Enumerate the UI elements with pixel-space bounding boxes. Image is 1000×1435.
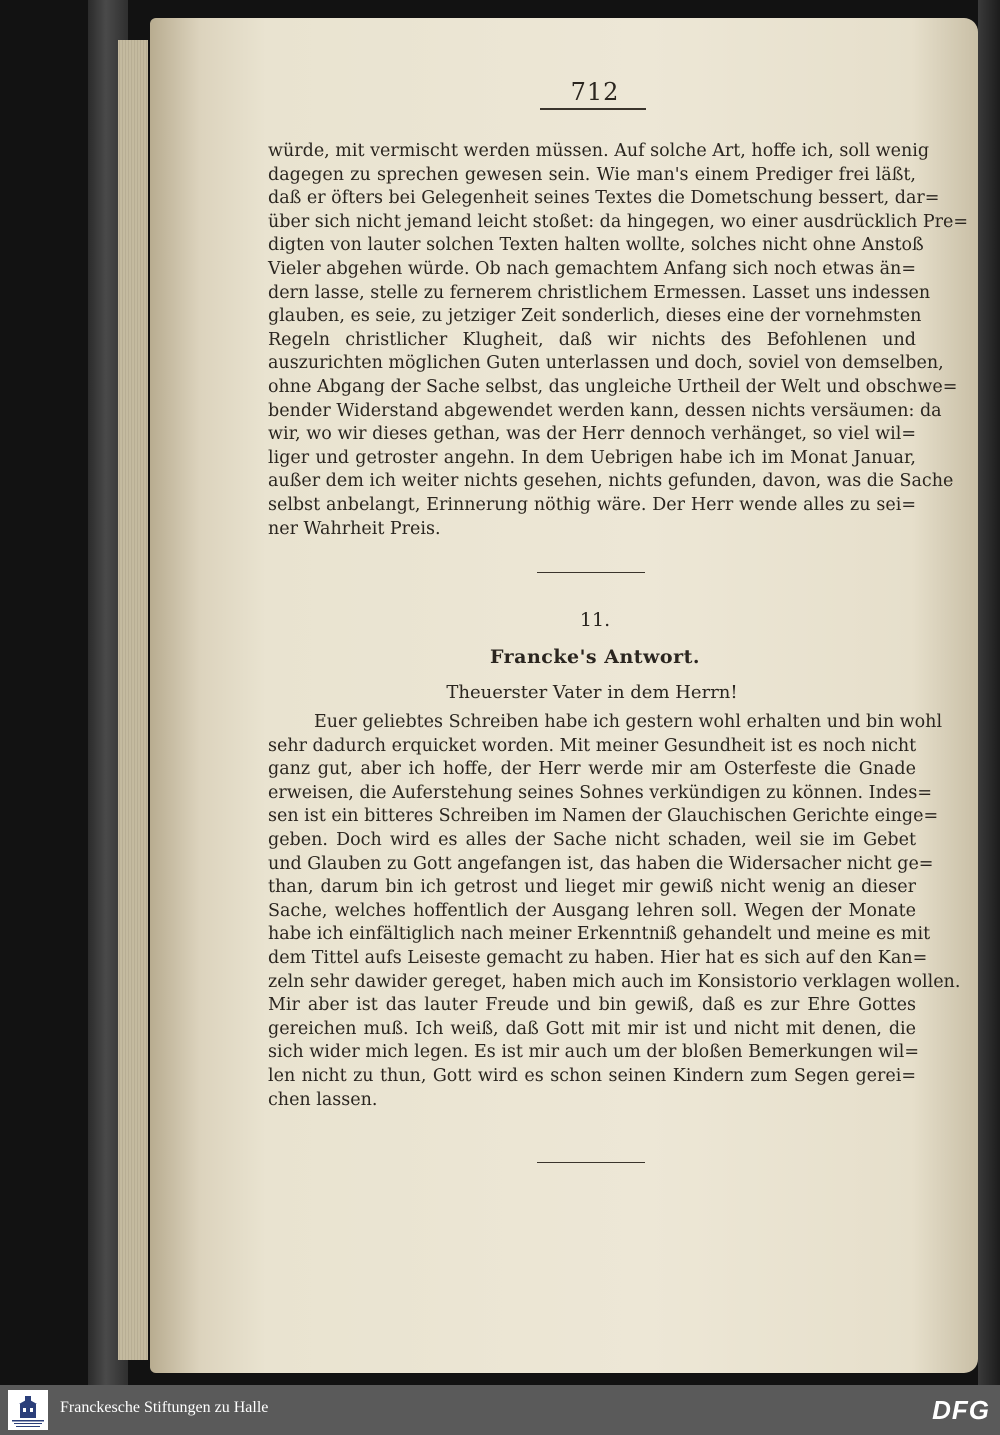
- text-line: Mir aber ist das lauter Freude und bin gewiß, daß es zur Ehre Gottes: [268, 995, 916, 1016]
- text-line: zeln sehr dawider gereget, haben mich auch im Konsistorio verklagen wollen.: [268, 971, 961, 992]
- text-line: dern lasse, stelle zu fernerem christlichem Ermessen. Lasset uns indessen: [268, 282, 931, 303]
- section-divider-end: [537, 1162, 645, 1163]
- text-line: habe ich einfältiglich nach meiner Erkenntniß gehandelt und meine es mit: [268, 924, 931, 945]
- text-line: und Glauben zu Gott angefangen ist, das haben die Widersacher nicht ge=: [268, 853, 934, 874]
- text-line: than, darum bin ich getrost und lieget mir gewiß nicht wenig an dieser: [268, 877, 916, 898]
- text-line: daß er öfters bei Gelegenheit seines Textes die Dometschung bessert, dar=: [268, 188, 940, 209]
- page-edges: [118, 40, 148, 1360]
- text-line: len nicht zu thun, Gott wird es schon seinen Kindern zum Segen gerei=: [268, 1065, 916, 1086]
- text-line: bender Widerstand abgewendet werden kann, dessen nichts versäumen: da: [268, 400, 942, 421]
- text-line: wir, wo wir dieses gethan, was der Herr dennoch verhänget, so viel wil=: [268, 424, 916, 445]
- text-line: Sache, welches hoffentlich der Ausgang lehren soll. Wegen der Monate: [268, 900, 916, 921]
- dfg-logo[interactable]: DFG: [932, 1395, 990, 1425]
- text-line: glauben, es seie, zu jetziger Zeit sonderlich, dieses eine der vornehmsten: [268, 306, 922, 327]
- text-line: außer dem ich weiter nichts gesehen, nichts gefunden, davon, was die Sache: [268, 471, 954, 492]
- text-line: ganz gut, aber ich hoffe, der Herr werde mir am Osterfeste die Gnade: [268, 759, 916, 780]
- viewer-footer: [0, 1385, 1000, 1435]
- footer-label[interactable]: Franckesche Stiftungen zu Halle: [60, 1399, 269, 1416]
- page-number-rule: [540, 108, 646, 110]
- text-line: Vieler abgehen würde. Ob nach gemachtem Anfang sich noch etwas än=: [268, 258, 916, 279]
- text-line: Regeln christlicher Klugheit, daß wir nichts des Befohlenen und: [268, 329, 916, 350]
- section-number: 11.: [579, 609, 611, 631]
- text-line: Euer geliebtes Schreiben habe ich gestern wohl erhalten und bin wohl: [314, 712, 943, 732]
- paragraph-top: [268, 140, 969, 541]
- text-line: dem Tittel aufs Leiseste gemacht zu haben. Hier hat es sich auf den Kan=: [268, 947, 928, 968]
- text-line: erweisen, die Auferstehung seines Sohnes verkündigen zu können. Indes=: [268, 782, 933, 803]
- text-line: sen ist ein bitteres Schreiben im Namen der Glauchischen Gerichte einge=: [268, 806, 939, 827]
- paragraph-letter: [268, 711, 961, 1112]
- text-line: gereichen muß. Ich weiß, daß Gott mit mir ist und nicht mit denen, die: [268, 1018, 916, 1039]
- section-divider: [537, 572, 645, 573]
- book-cover-right: [978, 0, 1000, 1385]
- page-number: 712: [570, 78, 620, 106]
- text-line: chen lassen.: [268, 1089, 378, 1110]
- text-line: würde, mit vermischt werden müssen. Auf solche Art, hoffe ich, soll wenig: [268, 141, 930, 161]
- text-line: selbst anbelangt, Erinnerung nöthig wäre. Der Herr wende alles zu sei=: [268, 494, 916, 515]
- franckesche-stiftungen-logo-icon[interactable]: [8, 1390, 48, 1430]
- text-line: ohne Abgang der Sache selbst, das ungleiche Urtheil der Welt und obschwe=: [268, 376, 958, 397]
- text-line: geben. Doch wird es alles der Sache nicht schaden, weil sie im Gebet: [268, 829, 916, 850]
- text-line: sich wider mich legen. Es ist mir auch um der bloßen Bemerkungen wil=: [268, 1042, 919, 1063]
- letter-salutation: Theuerster Vater in dem Herrn!: [446, 682, 738, 703]
- text-line: sehr dadurch erquicket worden. Mit meiner Gesundheit ist es noch nicht: [268, 735, 917, 756]
- text-line: liger und getroster angehn. In dem Uebrigen habe ich im Monat Januar,: [268, 447, 916, 468]
- text-line: auszurichten möglichen Guten unterlassen und doch, soviel von demselben,: [268, 353, 944, 374]
- text-line: digten von lauter solchen Texten halten wollte, solches nicht ohne Anstoß: [268, 235, 924, 256]
- text-line: dagegen zu sprechen gewesen sein. Wie man's einem Prediger frei läßt,: [268, 164, 916, 185]
- section-title: Francke's Antwort.: [489, 646, 700, 668]
- text-line: über sich nicht jemand leicht stoßet: da hingegen, wo einer ausdrücklich Pre=: [268, 211, 969, 232]
- text-line: ner Wahrheit Preis.: [268, 518, 441, 539]
